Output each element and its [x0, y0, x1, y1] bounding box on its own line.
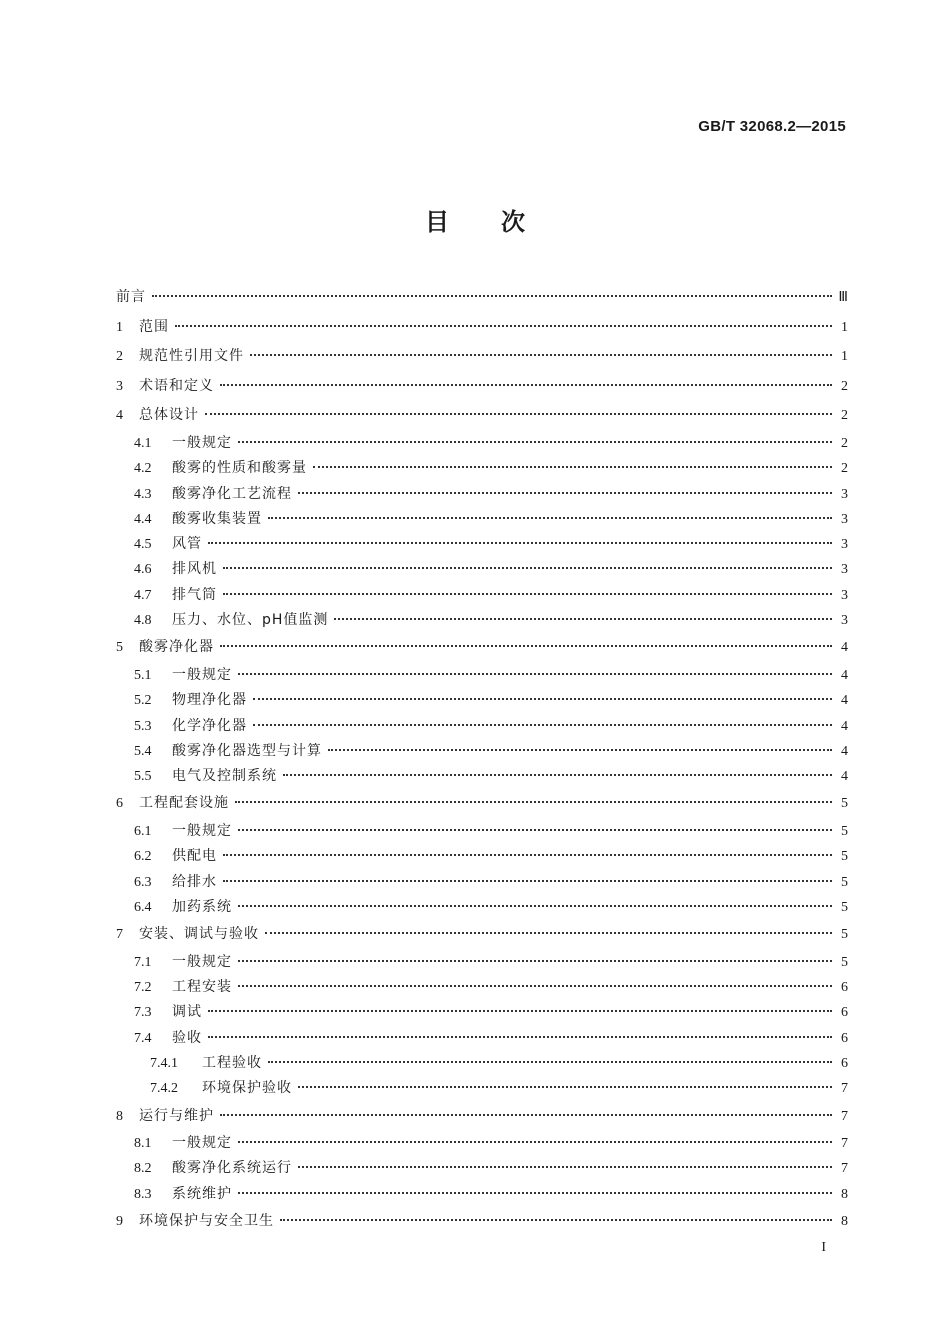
- toc-entry-number: 4.8: [134, 613, 152, 629]
- toc-leader-dots: [220, 384, 832, 386]
- toc-entry-page: 2: [841, 378, 848, 394]
- toc-leader-dots: [298, 492, 832, 494]
- toc-leader-dots: [238, 985, 832, 987]
- toc-leader-dots: [220, 645, 832, 647]
- toc-entry-page: 3: [841, 511, 848, 527]
- toc-leader-dots: [253, 698, 832, 700]
- toc-entry-page: 8: [841, 1214, 848, 1230]
- toc-leader-dots: [205, 413, 832, 415]
- toc-entry[interactable]: [116, 819, 848, 844]
- toc-entry[interactable]: [116, 507, 848, 532]
- toc-leader-dots: [175, 325, 832, 327]
- toc-entry-number: 4.4: [134, 511, 152, 527]
- toc-entry[interactable]: [116, 1131, 848, 1156]
- toc-entry-label: 前言: [116, 289, 146, 305]
- toc-entry-number: 7: [116, 927, 123, 943]
- toc-entry-number: 1: [116, 319, 123, 335]
- toc-entry-number: 6: [116, 796, 123, 812]
- toc-entry-label: 工程安装: [172, 979, 232, 996]
- toc-entry-label: 一般规定: [172, 953, 232, 970]
- toc-leader-dots: [298, 1086, 832, 1088]
- toc-entry[interactable]: [116, 975, 848, 1000]
- toc-leader-dots: [268, 517, 832, 519]
- toc-leader-dots: [298, 1166, 832, 1168]
- toc-leader-dots: [208, 542, 832, 544]
- toc-entry-page: 3: [841, 537, 848, 553]
- toc-entry-page: 5: [841, 874, 848, 890]
- toc-entry-number: 4: [116, 408, 123, 424]
- toc-entry-page: 6: [841, 1005, 848, 1021]
- toc-entry-page: 8: [841, 1186, 848, 1202]
- toc-entry[interactable]: [116, 870, 848, 895]
- toc-entry-page: 6: [841, 1030, 848, 1046]
- toc-leader-dots: [223, 854, 832, 856]
- toc-entry[interactable]: [116, 844, 848, 869]
- toc-entry-number: 4.1: [134, 435, 152, 451]
- toc-entry[interactable]: [116, 1102, 848, 1132]
- toc-leader-dots: [208, 1036, 832, 1038]
- toc-entry[interactable]: [116, 1026, 848, 1051]
- toc-entry-number: 4.3: [134, 486, 152, 502]
- toc-entry-number: 4.7: [134, 587, 152, 603]
- toc-entry[interactable]: [116, 714, 848, 739]
- toc-entry-page: 7: [841, 1136, 848, 1152]
- toc-entry[interactable]: [116, 633, 848, 663]
- toc-entry-page: 6: [841, 980, 848, 996]
- toc-entry-label: 工程验收: [202, 1054, 262, 1071]
- toc-entry-page: 1: [841, 319, 848, 335]
- toc-entry[interactable]: [116, 764, 848, 789]
- toc-leader-dots: [223, 593, 832, 595]
- toc-entry-page: 4: [841, 718, 848, 734]
- toc-entry-number: 7.4: [134, 1030, 152, 1046]
- toc-entry-number: 6.2: [134, 849, 152, 865]
- toc-entry-page: 6: [841, 1055, 848, 1071]
- toc-entry[interactable]: [116, 283, 848, 313]
- toc-entry-number: 8.3: [134, 1186, 152, 1202]
- toc-entry[interactable]: [116, 557, 848, 582]
- toc-entry[interactable]: [116, 401, 848, 431]
- toc-leader-dots: [238, 1141, 832, 1143]
- toc-leader-dots: [280, 1219, 832, 1221]
- toc-entry-page: 5: [841, 954, 848, 970]
- toc-entry-label: 给排水: [172, 873, 217, 890]
- toc-leader-dots: [235, 801, 832, 803]
- toc-entry-label: 酸雾收集装置: [172, 510, 262, 527]
- toc-entry-number: 2: [116, 349, 123, 365]
- toc-leader-dots: [265, 932, 832, 934]
- toc-entry-label: 排风机: [172, 561, 217, 578]
- toc-entry-number: 8.1: [134, 1136, 152, 1152]
- page-title: 目次: [425, 208, 577, 236]
- toc-entry-page: 4: [841, 743, 848, 759]
- toc-entry-page: 4: [841, 667, 848, 683]
- toc-entry-page: 7: [841, 1161, 848, 1177]
- toc-entry-label: 风管: [172, 536, 202, 553]
- toc-entry-label: 酸雾净化器选型与计算: [172, 742, 322, 759]
- standard-number: GB/T 32068.2—2015: [698, 118, 846, 135]
- toc-entry-label: 压力、水位、pH值监测: [172, 612, 329, 629]
- toc-entry-page: 5: [841, 899, 848, 915]
- toc-entry-page: 4: [841, 640, 848, 656]
- toc-entry-number: 4.5: [134, 537, 152, 553]
- toc-entry-label: 验收: [172, 1029, 202, 1046]
- toc-entry-number: 3: [116, 378, 123, 394]
- toc-entry[interactable]: [116, 482, 848, 507]
- toc-entry[interactable]: [116, 342, 848, 372]
- toc-entry[interactable]: [116, 608, 848, 633]
- toc-entry-number: 4.2: [134, 461, 152, 477]
- toc-leader-dots: [328, 749, 832, 751]
- toc-entry-number: 7.4.1: [150, 1055, 178, 1071]
- toc-entry-label: 排气筒: [172, 586, 217, 603]
- toc-entry-label: 安装、调试与验收: [139, 926, 259, 943]
- toc-entry-page: 5: [841, 824, 848, 840]
- toc-entry-page: 5: [841, 796, 848, 812]
- toc-entry-number: 7.2: [134, 980, 152, 996]
- toc-entry-number: 7.4.2: [150, 1081, 178, 1097]
- toc-leader-dots: [223, 567, 832, 569]
- toc-leader-dots: [238, 829, 832, 831]
- toc-entry-page: 2: [841, 408, 848, 424]
- toc-entry-number: 4.6: [134, 562, 152, 578]
- toc-entry-page: 2: [841, 435, 848, 451]
- toc-entry-number: 9: [116, 1214, 123, 1230]
- toc-entry-number: 6.1: [134, 824, 152, 840]
- toc-leader-dots: [334, 618, 832, 620]
- toc-entry-label: 总体设计: [139, 407, 199, 424]
- toc-entry-number: 8.2: [134, 1161, 152, 1177]
- toc-entry-label: 术语和定义: [139, 377, 214, 394]
- toc-entry-label: 运行与维护: [139, 1107, 214, 1124]
- toc-entry[interactable]: [116, 663, 848, 688]
- toc-entry-page: 4: [841, 769, 848, 785]
- toc-entry-label: 一般规定: [172, 823, 232, 840]
- toc-entry-number: 5.1: [134, 667, 152, 683]
- toc-entry-label: 酸雾的性质和酸雾量: [172, 460, 307, 477]
- toc-entry[interactable]: [116, 739, 848, 764]
- toc-leader-dots: [223, 880, 832, 882]
- toc-entry-number: 5.3: [134, 718, 152, 734]
- toc-leader-dots: [238, 673, 832, 675]
- toc-leader-dots: [238, 905, 832, 907]
- toc-entry[interactable]: [116, 431, 848, 456]
- toc-entry[interactable]: [116, 1207, 848, 1237]
- toc-entry-label: 化学净化器: [172, 717, 247, 734]
- toc-entry-page: 3: [841, 562, 848, 578]
- toc-entry-label: 酸雾净化器: [139, 639, 214, 656]
- toc-entry-label: 环境保护验收: [202, 1080, 292, 1097]
- toc-entry-number: 5.5: [134, 769, 152, 785]
- toc-entry-number: 5: [116, 640, 123, 656]
- toc-entry-page: Ⅲ: [838, 290, 848, 305]
- toc-leader-dots: [208, 1010, 832, 1012]
- toc-leader-dots: [283, 774, 832, 776]
- toc-entry-label: 系统维护: [172, 1185, 232, 1202]
- toc-leader-dots: [238, 1192, 832, 1194]
- toc-entry-number: 5.2: [134, 693, 152, 709]
- toc-entry[interactable]: [116, 372, 848, 402]
- toc-entry-page: 2: [841, 461, 848, 477]
- toc-entry-page: 4: [841, 693, 848, 709]
- toc-entry-label: 工程配套设施: [139, 795, 229, 812]
- toc-entry-number: 6.4: [134, 899, 152, 915]
- toc-leader-dots: [253, 724, 832, 726]
- toc-entry-label: 规范性引用文件: [139, 348, 244, 365]
- toc-entry-page: 7: [841, 1081, 848, 1097]
- toc-entry-number: 8: [116, 1108, 123, 1124]
- toc-entry-number: 5.4: [134, 743, 152, 759]
- toc-entry[interactable]: [116, 1051, 848, 1076]
- toc-entry-label: 加药系统: [172, 898, 232, 915]
- toc-entry-number: 7.3: [134, 1005, 152, 1021]
- toc-leader-dots: [313, 466, 832, 468]
- toc-entry[interactable]: [116, 456, 848, 481]
- toc-entry-page: 3: [841, 613, 848, 629]
- toc-entry-number: 7.1: [134, 954, 152, 970]
- toc-entry[interactable]: [116, 895, 848, 920]
- toc-entry-page: 3: [841, 587, 848, 603]
- toc-leader-dots: [220, 1114, 832, 1116]
- toc-leader-dots: [238, 960, 832, 962]
- toc-entry-page: 5: [841, 927, 848, 943]
- toc-entry-label: 酸雾净化系统运行: [172, 1160, 292, 1177]
- toc-entry-page: 1: [841, 349, 848, 365]
- toc-entry-number: 6.3: [134, 874, 152, 890]
- toc-entry[interactable]: [116, 532, 848, 557]
- toc-entry-label: 环境保护与安全卫生: [139, 1213, 274, 1230]
- toc-entry[interactable]: [116, 1156, 848, 1181]
- toc-entry[interactable]: [116, 688, 848, 713]
- toc-entry-label: 一般规定: [172, 666, 232, 683]
- toc-entry-page: 3: [841, 486, 848, 502]
- toc-entry-label: 范围: [139, 318, 169, 335]
- toc-entry-label: 酸雾净化工艺流程: [172, 485, 292, 502]
- toc-entry[interactable]: [116, 1076, 848, 1101]
- toc-entry-label: 供配电: [172, 848, 217, 865]
- toc-leader-dots: [268, 1061, 832, 1063]
- toc-entry-page: 5: [841, 849, 848, 865]
- toc-entry[interactable]: [116, 950, 848, 975]
- toc-leader-dots: [238, 441, 832, 443]
- toc-entry[interactable]: [116, 1000, 848, 1025]
- toc-entry-label: 一般规定: [172, 1135, 232, 1152]
- toc-entry[interactable]: [116, 920, 848, 950]
- toc-entry[interactable]: [116, 789, 848, 819]
- toc-entry-label: 调试: [172, 1004, 202, 1021]
- toc-entry-label: 物理净化器: [172, 692, 247, 709]
- toc-entry-label: 电气及控制系统: [172, 768, 277, 785]
- page-number: I: [821, 1240, 826, 1255]
- table-of-contents: [116, 283, 848, 1237]
- toc-leader-dots: [250, 354, 832, 356]
- toc-entry-label: 一般规定: [172, 434, 232, 451]
- toc-entry-page: 7: [841, 1108, 848, 1124]
- toc-entry[interactable]: [116, 583, 848, 608]
- toc-entry[interactable]: [116, 1182, 848, 1207]
- toc-leader-dots: [152, 295, 832, 297]
- toc-entry[interactable]: [116, 313, 848, 343]
